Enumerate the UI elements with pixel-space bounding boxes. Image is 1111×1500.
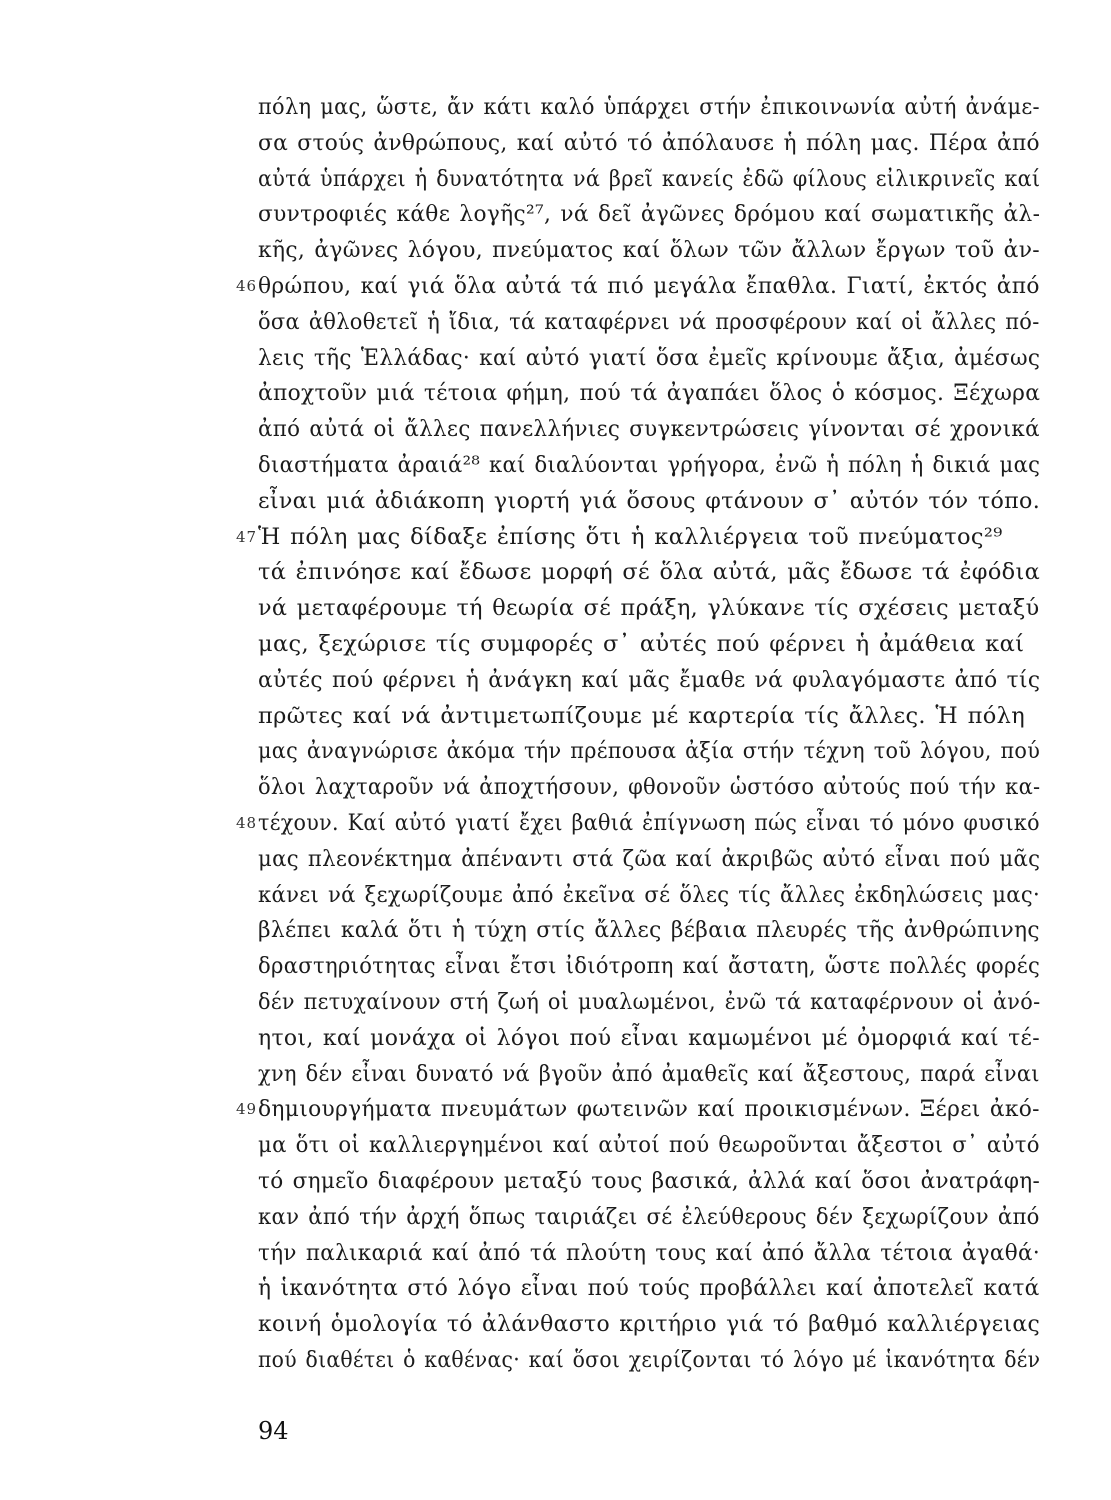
text-line: πρῶτες καί νά ἀντιμετωπίζουμε μέ καρτερία τίς ἄλλες. Ἡ πόλη	[258, 702, 1026, 729]
text-line: καν ἀπό τήν ἀρχή ὅπως ταιριάζει σέ ἐλεύθερους δέν ξεχωρίζουν ἀπό	[258, 1203, 1040, 1230]
text-line: δέν πετυχαίνουν στή ζωή οἱ μυαλωμένοι, ἐνῶ τά καταφέρνουν οἱ ἀνό-	[258, 989, 1041, 1015]
text-line: Ἡ πόλη μας δίδαξε ἐπίσης ὅτι ἡ καλλιέργεια τοῦ πνεύματος²⁹	[258, 523, 1003, 550]
text-line: διαστήματα ἀραιά²⁸ καί διαλύονται γρήγορα, ἐνῶ ἡ πόλη ἡ δικιά μας	[258, 452, 1041, 478]
text-line: ἀπό αὐτά οἱ ἄλλες πανελλήνιες συγκεντρώσεις γίνονται σέ χρονικά	[258, 416, 1040, 443]
text-line: αὐτές πού φέρνει ἡ ἀνάγκη καί μᾶς ἔμαθε νά φυλαγόμαστε ἀπό τίς	[258, 666, 1041, 693]
text-line: τέχουν. Καί αὐτό γιατί ἔχει βαθιά ἐπίγνωση πώς εἶναι τό μόνο φυσικό	[258, 810, 1040, 836]
text-line: πού διαθέτει ὁ καθένας· καί ὅσοι χειρίζονται τό λόγο μέ ἱκανότητα δέν	[258, 1347, 1041, 1373]
text-line: μας, ξεχώρισε τίς συμφορές σ᾽ αὐτές πού φέρνει ἡ ἀμάθεια καί	[258, 631, 1025, 657]
text-line: θρώπου, καί γιά ὅλα αὐτά τά πιό μεγάλα ἔπαθλα. Γιατί, ἐκτός ἀπό	[258, 273, 1040, 299]
text-line: λεις τῆς Ἑλλάδας· καί αὐτό γιατί ὅσα ἐμεῖς κρίνουμε ἄξια, ἀμέσως	[258, 344, 1041, 371]
text-line: νά μεταφέρουμε τή θεωρία σέ πράξη, γλύκανε τίς σχέσεις μεταξύ	[258, 595, 1040, 622]
text-line: ητοι, καί μονάχα οἱ λόγοι πού εἶναι καμωμένοι μέ ὀμορφιά καί τέ-	[258, 1024, 1040, 1051]
text-line: ὅσα ἀθλοθετεῖ ἡ ἴδια, τά καταφέρνει νά προσφέρουν καί οἱ ἄλλες πό-	[258, 308, 1040, 335]
margin-line-number: 46	[236, 277, 258, 295]
page-number: 94	[258, 1417, 289, 1445]
text-line: ἡ ἱκανότητα στό λόγο εἶναι πού τούς προβάλλει καί ἀποτελεῖ κατά	[258, 1275, 1040, 1302]
text-line: τήν παλικαριά καί ἀπό τά πλούτη τους καί ἀπό ἄλλα τέτοια ἀγαθά·	[258, 1239, 1040, 1266]
margin-line-number: 47	[236, 527, 258, 546]
text-line: αὐτά ὑπάρχει ἡ δυνατότητα νά βρεῖ κανείς ἐδῶ φίλους εἰλικρινεῖς καί	[258, 165, 1041, 192]
text-line: εἶναι μιά ἀδιάκοπη γιορτή γιά ὅσους φτάνουν σ᾽ αὐτόν τόν τόπο.	[258, 487, 1041, 514]
text-line: μα ὅτι οἱ καλλιεργημένοι καί αὐτοί πού θεωροῦνται ἄξεστοι σ᾽ αὐτό	[258, 1132, 1040, 1159]
text-line: μας ἀναγνώρισε ἀκόμα τήν πρέπουσα ἀξία στήν τέχνη τοῦ λόγου, πού	[258, 738, 1041, 765]
text-line: σα στούς ἀνθρώπους, καί αὐτό τό ἀπόλαυσε ἡ πόλη μας. Πέρα ἀπό	[258, 129, 1040, 156]
text-line: βλέπει καλά ὅτι ἡ τύχη στίς ἄλλες βέβαια πλευρές τῆς ἀνθρώπινης	[258, 917, 1040, 944]
text-line: κῆς, ἀγῶνες λόγου, πνεύματος καί ὅλων τῶν ἄλλων ἔργων τοῦ ἀν-	[258, 237, 1040, 264]
text-line: χνη δέν εἶναι δυνατό νά βγοῦν ἀπό ἀμαθεῖς καί ἄξεστους, παρά εἶναι	[258, 1060, 1040, 1087]
text-line: συντροφιές κάθε λογῆς²⁷, νά δεῖ ἀγῶνες δρόμου καί σωματικῆς ἀλ-	[258, 201, 1041, 228]
margin-line-number: 48	[236, 814, 258, 832]
text-line: δραστηριότητας εἶναι ἔτσι ἰδιότροπη καί ἄστατη, ὥστε πολλές φορές	[258, 953, 1041, 980]
text-line: μας πλεονέκτημα ἀπέναντι στά ζῶα καί ἀκριβῶς αὐτό εἶναι πού μᾶς	[258, 845, 1041, 872]
margin-line-number: 49	[236, 1100, 258, 1119]
text-line: δημιουργήματα πνευμάτων φωτεινῶν καί προικισμένων. Ξέρει ἀκό-	[258, 1096, 1040, 1123]
text-line: τά ἐπινόησε καί ἔδωσε μορφή σέ ὅλα αὐτά, μᾶς ἔδωσε τά ἐφόδια	[258, 559, 1041, 586]
text-line: κάνει νά ξεχωρίζουμε ἀπό ἐκεῖνα σέ ὅλες τίς ἄλλες ἐκδηλώσεις μας·	[258, 881, 1041, 908]
text-line: κοινή ὁμολογία τό ἀλάνθαστο κριτήριο γιά τό βαθμό καλλιέργειας	[258, 1311, 1041, 1338]
text-line: τό σημεῖο διαφέρουν μεταξύ τους βασικά, ἀλλά καί ὅσοι ἀνατράφη-	[258, 1168, 1041, 1194]
text-line: ὅλοι λαχταροῦν νά ἀποχτήσουν, φθονοῦν ὡστόσο αὐτούς πού τήν κα-	[258, 774, 1041, 801]
text-line: πόλη μας, ὥστε, ἄν κάτι καλό ὑπάρχει στήν ἐπικοινωνία αὐτή ἀνάμε-	[258, 94, 1040, 120]
text-line: ἀποχτοῦν μιά τέτοια φήμη, πού τά ἀγαπάει ὅλος ὁ κόσμος. Ξέχωρα	[258, 380, 1041, 407]
